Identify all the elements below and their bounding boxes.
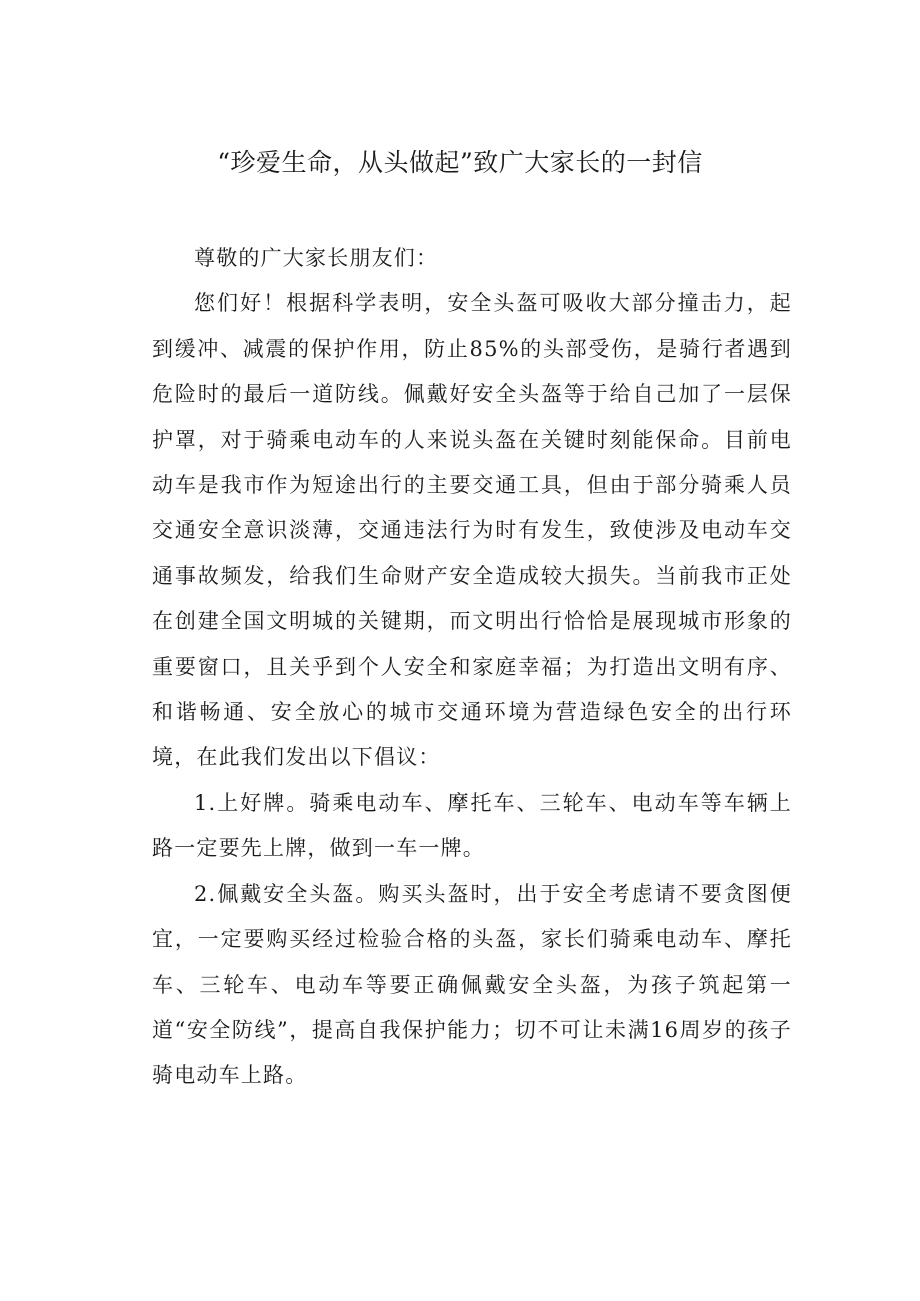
salutation: 尊敬的广大家长朋友们： (194, 246, 439, 270)
paragraph-item-1: 1.上好牌。骑乘电动车、摩托车、三轮车、电动车等车辆上路一定要先上牌，做到一车一牌。 (152, 790, 792, 861)
document-title: “珍爱生命，从头做起”致广大家长的一封信 (217, 148, 703, 177)
paragraph-item-2: 2.佩戴安全头盔。购买头盔时，出于安全考虑请不要贪图便宜，一定要购买经过检验合格的头盔，家长们骑乘电动车、摩托车、三轮车、电动车等要正确佩戴安全头盔，为孩子筑起第一道“安全防线”，提高自我保护能力；切不可让未满16周岁的孩子骑电动车上路。 (152, 881, 792, 1088)
document-body (152, 236, 792, 1099)
paragraph-intro: 您们好！根据科学表明，安全头盔可吸收大部分撞击力，起到缓冲、减震的保护作用，防止85%的头部受伤，是骑行者遇到危险时的最后一道防线。佩戴好安全头盔等于给自己加了一层保护罩，对于骑乘电动车的人来说头盔在关键时刻能保命。目前电动车是我市作为短途出行的主要交通工具，但由于部分骑乘人员交通安全意识淡薄，交通违法行为时有发生，致使涉及电动车交通事故频发，给我们生命财产安全造成较大损失。当前我市正处在创建全国文明城的关键期，而文明出行恰恰是展现城市形象的重要窗口，且关乎到个人安全和家庭幸福；为打造出文明有序、和谐畅通、安全放心的城市交通环境为营造绿色安全的出行环境，在此我们发出以下倡议： (152, 291, 792, 770)
